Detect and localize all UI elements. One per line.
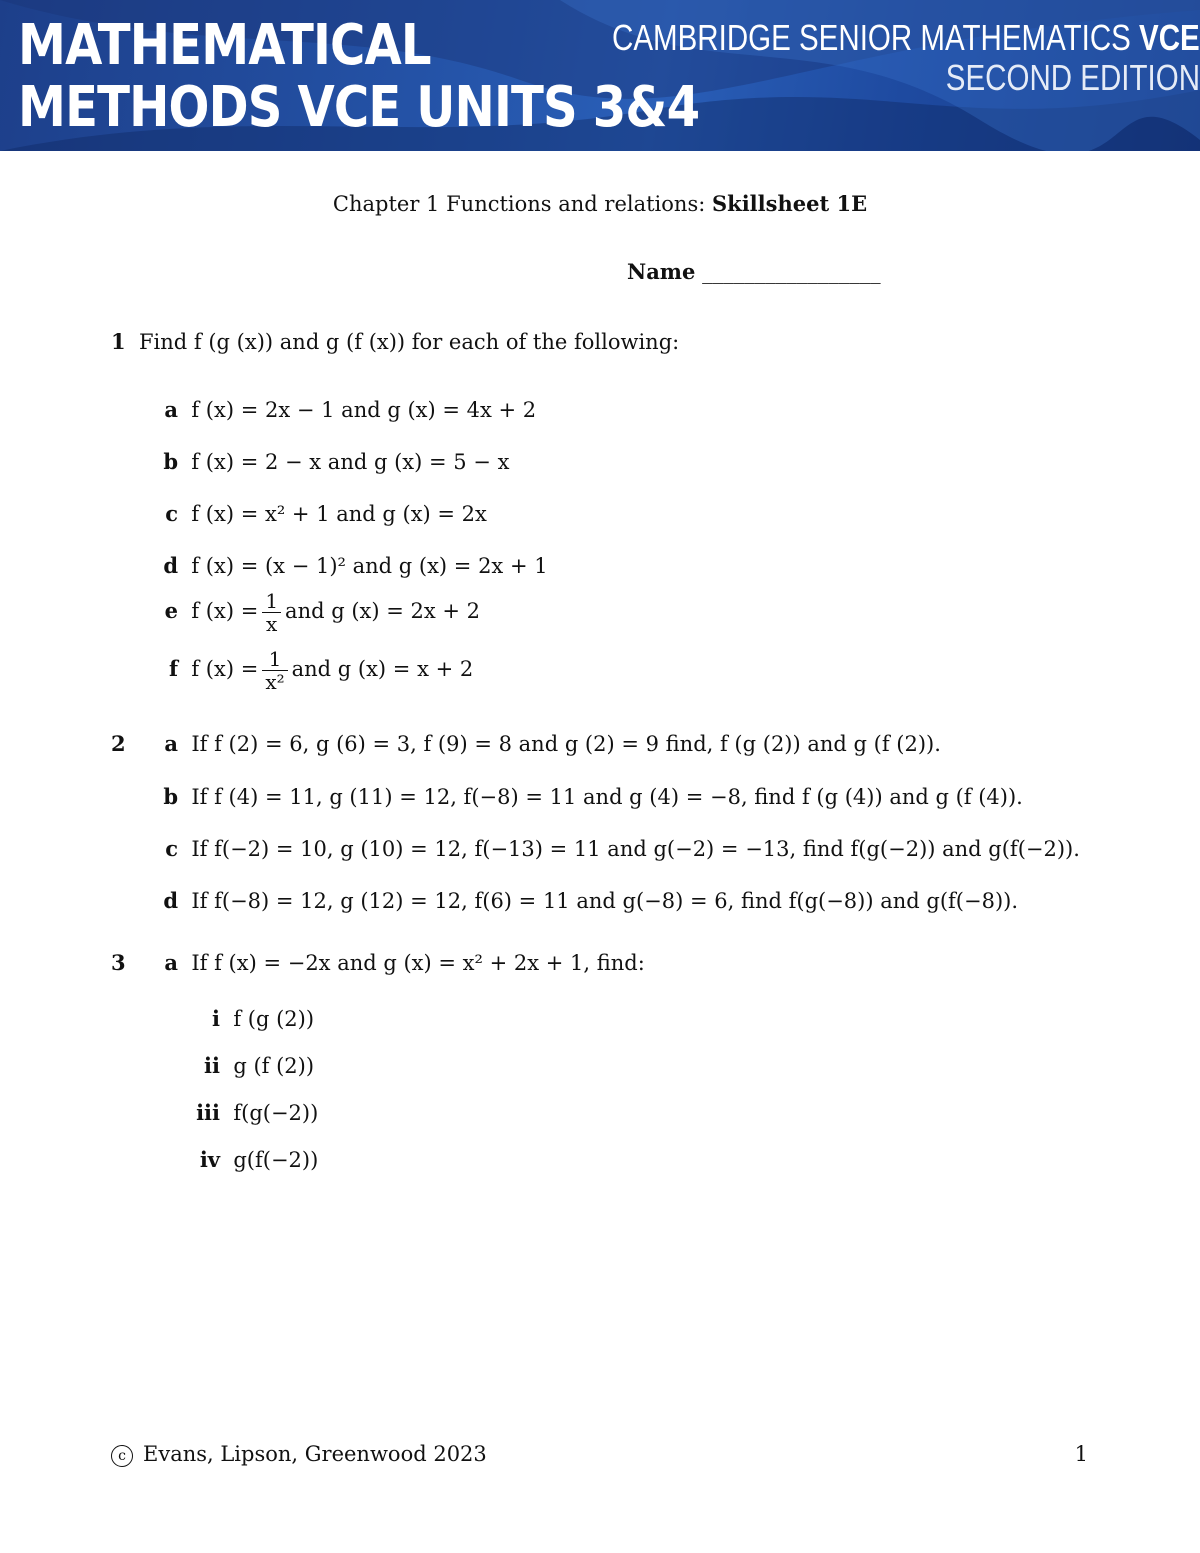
q3-part-a: a If f (x) = −2x and g (x) = x² + 2x + 1, find: [164, 950, 645, 975]
page-number: 1 [1074, 1442, 1088, 1466]
question-1-prompt: 1 Find f (g (x)) and g (f (x)) for each of the following: [111, 329, 680, 354]
fraction: $\frac{1}{\text{x²}}$ [262, 648, 287, 693]
q1-part-d: d f (x) = (x − 1)² and g (x) = 2x + 1 [163, 553, 548, 578]
q2-part-a: a If f (2) = 6, g (6) = 3, f (9) = 8 and g (2) = 9 find, f (g (2)) and g (f (2)). [164, 731, 941, 756]
q1-part-a: a f (x) = 2x − 1 and g (x) = 4x + 2 [164, 397, 537, 422]
name-field: Name _________________ [627, 259, 881, 284]
q3-subpart-ii: ii g (f (2)) [204, 1053, 315, 1078]
q1-part-b: b f (x) = 2 − x and g (x) = 5 − x [163, 449, 510, 474]
question-3-number: 3 [111, 950, 126, 975]
banner-edition: SECOND EDITION [945, 57, 1200, 98]
banner-series: CAMBRIDGE SENIOR MATHEMATICS VCE [612, 17, 1200, 58]
q3-subpart-iv: iv g(f(−2)) [199, 1147, 319, 1172]
q1-part-c: c f (x) = x² + 1 and g (x) = 2x [165, 501, 487, 526]
banner-title-line2: METHODS VCE UNITS 3&4 [18, 75, 700, 140]
fraction: $\frac{1}{x}$ [262, 590, 281, 635]
banner-title-line1: MATHEMATICAL [18, 13, 431, 78]
chapter-heading: Chapter 1 Functions and relations: Skillsheet 1E [332, 191, 868, 216]
question-2-number: 2 [111, 731, 126, 756]
q2-part-c: c If f(−2) = 10, g (10) = 12, f(−13) = 11 and g(−2) = −13, find f(g(−2)) and g(f(−2)). [165, 836, 1080, 861]
q1-part-f: f f (x) = $\frac{1}{\text{x²}}$ and g (x) = x + 2 [168, 647, 474, 694]
q3-subpart-iii: iii f(g(−2)) [196, 1100, 319, 1125]
copyright-icon: c [111, 1445, 133, 1467]
q2-part-d: d If f(−8) = 12, g (12) = 12, f(6) = 11 and g(−8) = 6, find f(g(−8)) and g(f(−8)). [163, 888, 1018, 913]
header-banner [0, 0, 1200, 151]
q2-part-b: b If f (4) = 11, g (11) = 12, f(−8) = 11 and g (4) = −8, find f (g (4)) and g (f (4)). [163, 784, 1023, 809]
footer-copyright: c Evans, Lipson, Greenwood 2023 [111, 1441, 487, 1467]
q1-part-e: e f (x) = $\frac{1}{x}$ and g (x) = 2x + 2 [164, 589, 481, 636]
q3-subpart-i: i f (g (2)) [212, 1006, 315, 1031]
